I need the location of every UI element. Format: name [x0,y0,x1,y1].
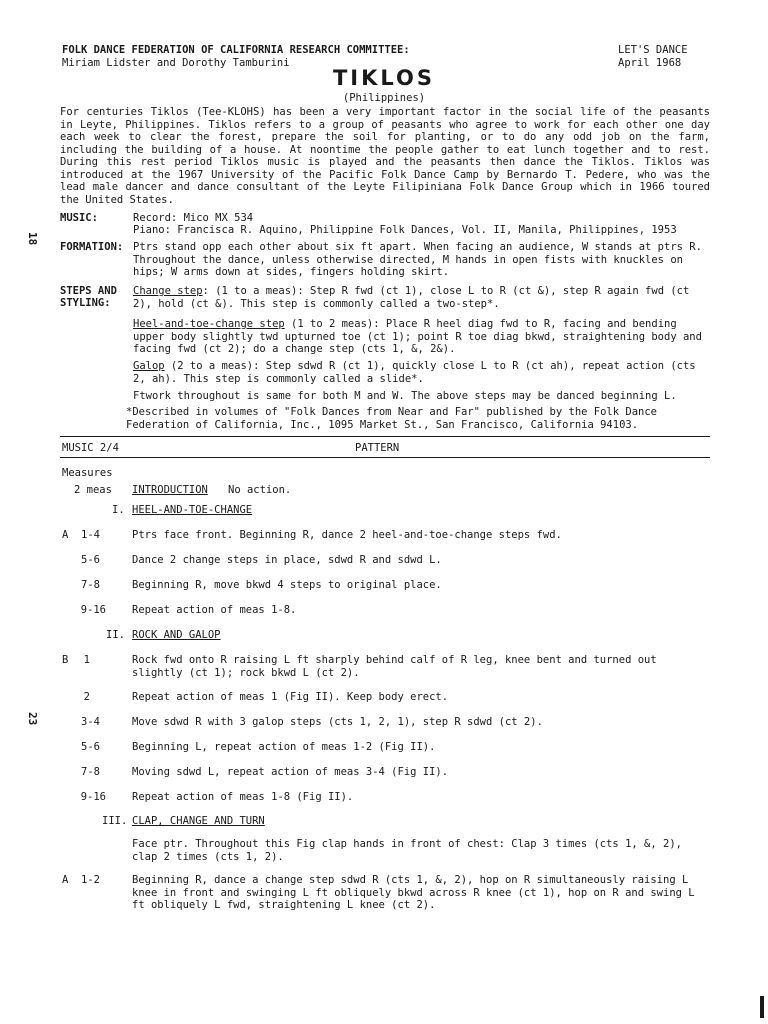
fig2-row1-text: Rock fwd onto R raising L ft sharply behind calf of R leg, knee bent and turned out slightly (ct 1); rock bkwd L (ct 2). [132,654,657,679]
fig1-row3-text: Beginning R, move bkwd 4 steps to original place. [132,579,442,591]
fig2-row4-text: Beginning L, repeat action of meas 1-2 (Fig II). [132,741,436,753]
galop-step-desc [133,360,703,385]
fig1-row2-text: Dance 2 change steps in place, sdwd R and sdwd L. [132,554,442,566]
music-piano: Piano: Francisca R. Aquino, Philippine Folk Dances, Vol. II, Manila, Philippines, 1953 [133,224,677,236]
header-org: FOLK DANCE FEDERATION OF CALIFORNIA RESEARCH COMMITTEE: [62,44,410,56]
margin-number-18: 18 [26,232,39,246]
music-label: MUSIC: [60,212,98,224]
change-step-desc [133,285,703,310]
fig2-row2-meas: 2 [83,691,90,703]
fig2-row6-text: Repeat action of meas 1-8 (Fig II). [132,791,354,803]
intro-text: No action. [228,484,292,496]
margin-number-23: 23 [26,712,39,726]
fig2-row2-text: Repeat action of meas 1 (Fig II). Keep body erect. [132,691,449,703]
formation-text: Ptrs stand opp each other about six ft apart. When facing an audience, W stands at ptrs R. Throughout the dance, unless otherwise directed, M hands in open fists with knuckles on hips; W arms down at sides, fingers holding skirt. [133,241,702,278]
galop-step-text: (2 to a meas): Step sdwd R (ct 1), quickly close L to R (ct ah), repeat action (cts 2, ah). This step is commonly called a slide*. [133,360,696,385]
steps-label-2: STYLING: [60,297,111,309]
music-record: Record: Mico MX 534 [133,212,254,224]
intro-paragraph: For centuries Tiklos (Tee-KLOHS) has been a very important factor in the social life of the peasants in Leyte, Philippines. Tiklos refers to a group of peasants who agree to work for each other one day each week to clear the forest, prepare the soil for planting, or to do any odd job on the farm, including the building of a house. At noontime the people gather to eat lunch together and to rest. During this rest period Tiklos music is played and the peasants then dance the Tiklos. Tiklos was introduced at the 1967 University of the Pacific Folk Dance Camp by Bernardo T. Pedere, who was the lead male dancer and dance consultant of the Leyte Filipiniana Folk Dance Group which in 1966 toured the United States. [60,106,710,206]
fig1-row4-text: Repeat action of meas 1-8. [132,604,297,616]
intro-meas: 2 meas [74,484,112,496]
fig2-row1-letter: B [62,654,69,666]
measures-label: Measures [62,467,113,479]
heel-step-name: Heel-and-toe-change step [133,318,285,330]
fig1-row1-text: Ptrs face front. Beginning R, dance 2 heel-and-toe-change steps fwd. [132,529,562,541]
fig1-row4-meas: 9-16 [80,604,106,616]
rule-top [60,436,710,437]
heel-step-desc [133,318,703,356]
fig3-row1-letter: A [62,874,69,886]
fig3-title: CLAP, CHANGE AND TURN [132,815,265,827]
fig2-row3-text: Move sdwd R with 3 galop steps (cts 1, 2, 1), step R sdwd (ct 2). [132,716,543,728]
change-step-text: : (1 to a meas): Step R fwd (ct 1), close L to R (ct &), step R again fwd (ct 2), hold (ct &). This step is commonly called a two-step*. [133,285,690,310]
rule-bottom [60,457,710,458]
fig3-intro: Face ptr. Throughout this Fig clap hands in front of chest: Clap 3 times (cts 1, &, 2), clap 2 times (cts 1, 2). [132,838,682,863]
fig2-title: ROCK AND GALOP [132,629,221,641]
fig2-row3-meas: 3-4 [81,716,100,728]
galop-step-name: Galop [133,360,165,372]
change-step-name: Change step [133,285,203,297]
header-date: April 1968 [618,56,682,69]
fig2-num: II. [106,629,125,641]
fig3-num: III. [102,815,128,827]
steps-label-1: STEPS AND [60,285,117,297]
fig1-row2-meas: 5-6 [81,554,100,566]
fig3-row1-meas: 1-2 [81,874,100,886]
fig1-num: I. [112,504,125,516]
fig2-row5-text: Moving sdwd L, repeat action of meas 3-4 (Fig II). [132,766,449,778]
fig2-row4-meas: 5-6 [81,741,100,753]
pattern-heading: PATTERN [355,442,400,454]
fig1-title: HEEL-AND-TOE-CHANGE [132,504,253,516]
fig2-row5-meas: 7-8 [81,766,100,778]
ftwork-note: Ftwork throughout is same for both M and W. The above steps may be danced beginning L. [133,390,677,402]
footnote: *Described in volumes of "Folk Dances from Near and Far" published by the Folk Dance Federation of California, Inc., 1095 Market St., San Francisco, California 94103. [126,406,658,431]
fig1-row1-letter: A [62,529,69,541]
header-publication: LET'S DANCE [618,44,688,56]
fig2-row1-meas: 1 [83,654,90,666]
heel-step-text: (1 to 2 meas): Place R heel diag fwd to R, facing and bending upper body slightly twd upturned toe (ct 1); point R toe diag bkwd, straightening body and facing fwd (ct 2); do a change step (cts 1, &, 2&). [133,318,702,355]
formation-label: FORMATION: [60,241,124,253]
scan-mark [760,996,764,1018]
music-meter: MUSIC 2/4 [62,442,119,454]
header-authors: Miriam Lidster and Dorothy Tamburini [62,56,290,69]
fig3-row1-text: Beginning R, dance a change step sdwd R (cts 1, &, 2), hop on R simultaneously raising L knee in front and swinging L ft obliquely bkwd across R knee (ct 1), hop on R and swing L ft obliquely L fwd, straightening L knee (ct 2). [132,874,695,911]
dance-title: TIKLOS [332,66,436,90]
dance-subtitle: (Philippines) [342,92,426,104]
fig1-row1-meas: 1-4 [81,529,100,541]
fig1-row3-meas: 7-8 [81,579,100,591]
intro-name: INTRODUCTION [132,484,208,496]
fig2-row6-meas: 9-16 [80,791,106,803]
